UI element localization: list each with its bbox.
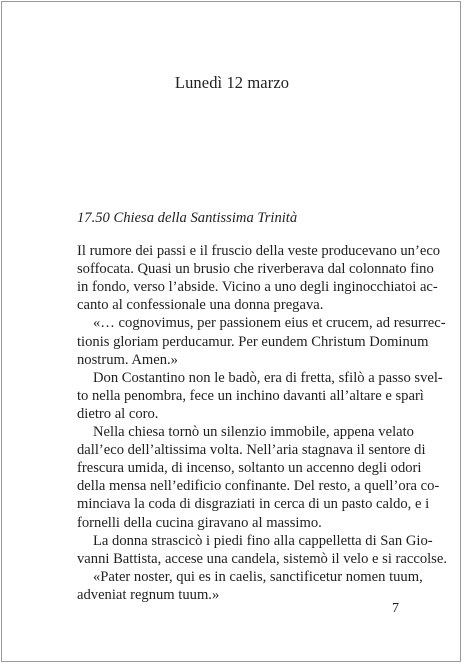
text-line: della mensa nell’edificio confinante. Del resto, a quell’ora co- <box>77 478 440 495</box>
text-line: tionis gloriam perducamur. Per eundem Christum Dominum <box>77 333 429 350</box>
text-line: Nella chiesa tornò un silenzio immobile, appena velato <box>93 424 414 440</box>
page-number: 7 <box>392 601 399 616</box>
text-line: adveniat regnum tuum.» <box>77 586 220 603</box>
text-line: nostrum. Amen.» <box>77 351 178 368</box>
text-line: minciava la coda di disgraziati in cerca di un pasto caldo, e i <box>77 496 430 513</box>
section-heading: 17.50 Chiesa della Santissima Trinità <box>77 210 298 226</box>
text-line: to nella penombra, fece un inchino davanti all’altare e sparì <box>77 387 424 404</box>
text-line: dall’eco dell’altissima volta. Nell’aria stagnava il sentore di <box>77 442 426 459</box>
text-line: vanni Battista, accese una candela, sistemò il velo e si raccolse. <box>77 550 447 567</box>
text-line: «Pater noster, qui es in caelis, sanctificetur nomen tuum, <box>93 568 423 585</box>
text-line: Il rumore dei passi e il fruscio della veste producevano un’eco <box>77 243 441 259</box>
text-line: fornelli della cucina giravano al massimo. <box>77 514 322 531</box>
text-line: canto al confessionale una donna pregava. <box>77 297 324 314</box>
text-line: La donna strascicò i piedi fino alla cappelletta di San Gio- <box>93 532 433 549</box>
text-line: soffocata. Quasi un brusio che riverberava dal colonnato fino <box>77 261 434 278</box>
book-page <box>1 1 461 662</box>
chapter-title: Lunedì 12 marzo <box>174 73 290 92</box>
text-line: in fondo, verso l’abside. Vicino a uno degli inginocchiatoi ac- <box>77 279 438 296</box>
text-line: frescura umida, di incenso, soltanto un accenno degli odori <box>77 460 422 477</box>
text-line: Don Costantino non le badò, era di fretta, sfilò a passo svel- <box>93 369 443 386</box>
text-line: «… cognovimus, per passionem eius et crucem, ad resurrec- <box>93 315 446 332</box>
text-line: dietro al coro. <box>77 405 159 422</box>
